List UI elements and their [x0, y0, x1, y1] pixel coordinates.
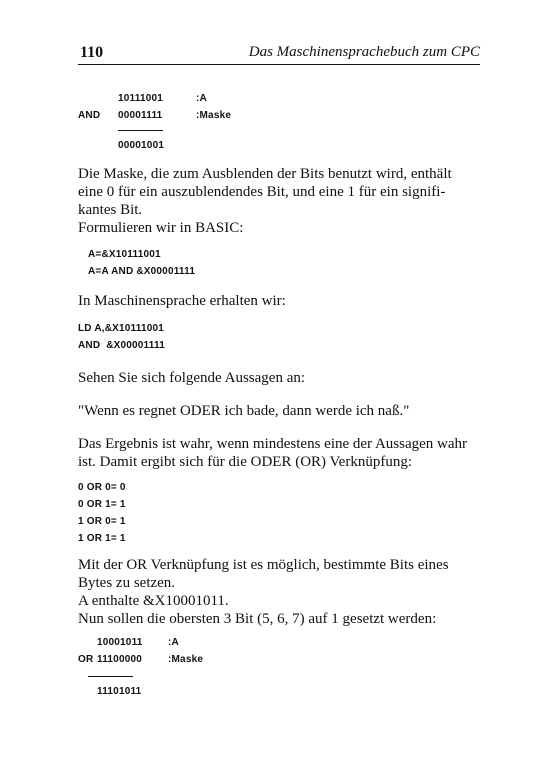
or-operand-a-label: :A	[168, 637, 179, 648]
machine-language-paragraph: In Maschinensprache erhalten wir:	[78, 293, 286, 309]
page-header	[78, 44, 480, 65]
quote-paragraph: "Wenn es regnet ODER ich bade, dann werde ich naß."	[78, 403, 410, 419]
or-paragraph-line-4: Nun sollen die obersten 3 Bit (5, 6, 7) auf 1 gesetzt werden:	[78, 611, 437, 627]
and-mask-value: 00001111	[118, 110, 163, 121]
and-mask-label: :Maske	[196, 110, 232, 121]
mask-paragraph-line-4: Formulieren wir in BASIC:	[78, 220, 244, 236]
or-result: 11101011	[97, 686, 142, 697]
statements-paragraph: Sehen Sie sich folgende Aussagen an:	[78, 370, 306, 386]
mask-paragraph-line-1: Die Maske, die zum Ausblenden der Bits benutzt wird, enthält	[78, 166, 452, 182]
asm-code-line-1: LD A,&X10111001	[78, 323, 165, 334]
or-paragraph-line-1: Mit der OR Verknüpfung ist es möglich, bestimmte Bits eines	[78, 557, 449, 573]
basic-code-line-1: A=&X10111001	[88, 249, 161, 260]
and-result: 00001001	[118, 140, 165, 151]
or-paragraph-line-3: A enthalte &X10001011.	[78, 593, 229, 609]
and-operator: AND	[78, 110, 101, 121]
or-truth-row-2: 0 OR 1= 1	[78, 499, 126, 510]
or-paragraph-line-2: Bytes zu setzen.	[78, 575, 176, 591]
and-operand-a: 10111001	[118, 93, 163, 104]
or-mask-label: :Maske	[168, 654, 204, 665]
or-mask-value: 11100000	[97, 654, 142, 665]
or-truth-row-4: 1 OR 1= 1	[78, 533, 126, 544]
and-result-rule	[118, 130, 163, 131]
running-title: Das Maschinensprachebuch zum CPC	[248, 44, 480, 60]
or-truth-row-3: 1 OR 0= 1	[78, 516, 126, 527]
mask-paragraph-line-2: eine 0 für ein auszublendendes Bit, und eine 1 für ein signifi-	[78, 184, 446, 200]
or-result-rule	[88, 676, 133, 677]
or-operand-a: 10001011	[97, 637, 143, 648]
and-operand-a-label: :A	[196, 93, 207, 104]
result-paragraph-line-1: Das Ergebnis ist wahr, wenn mindestens eine der Aussagen wahr	[78, 436, 468, 452]
basic-code-line-2: A=A AND &X00001111	[88, 266, 196, 277]
or-truth-row-1: 0 OR 0= 0	[78, 482, 126, 493]
page-number: 110	[80, 44, 104, 61]
or-operator: OR	[78, 654, 94, 665]
result-paragraph-line-2: ist. Damit ergibt sich für die ODER (OR) Verknüpfung:	[78, 454, 412, 470]
mask-paragraph-line-3: kantes Bit.	[78, 202, 143, 218]
asm-code-line-2: AND &X00001111	[78, 340, 165, 351]
